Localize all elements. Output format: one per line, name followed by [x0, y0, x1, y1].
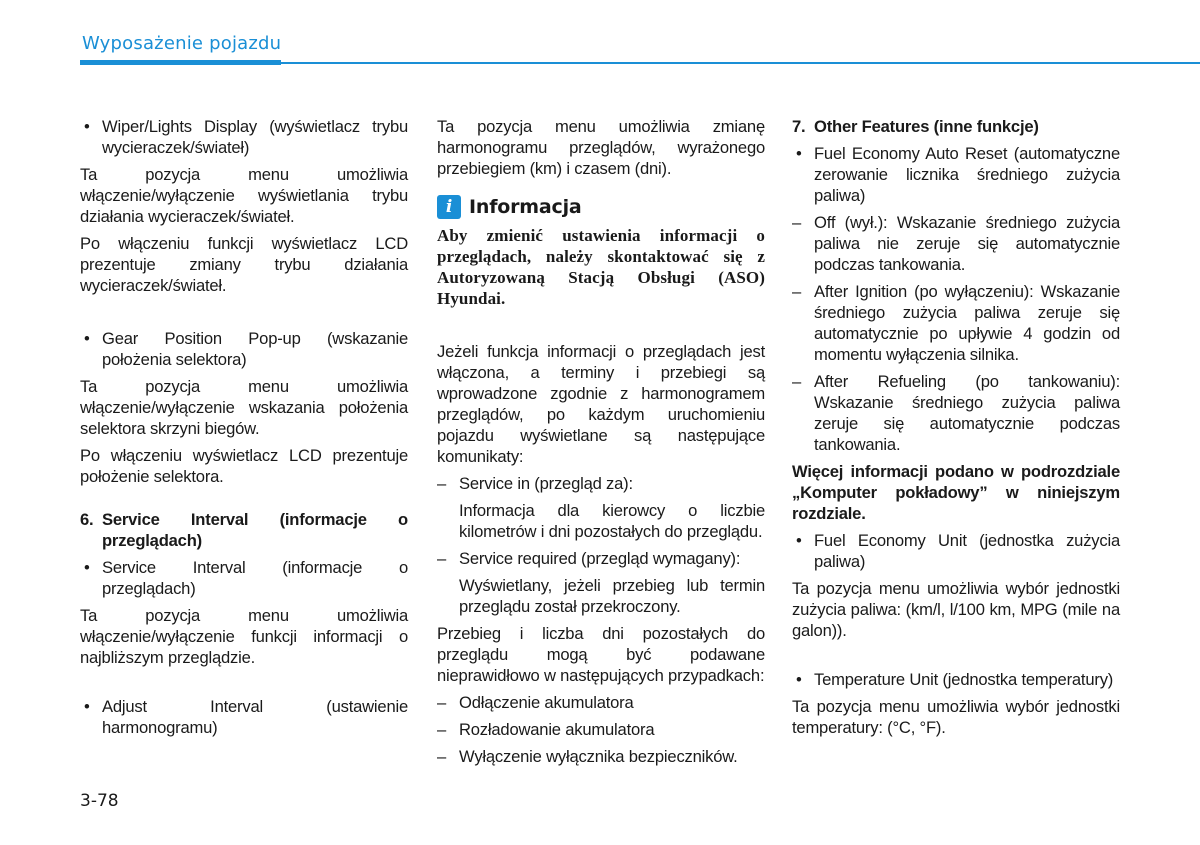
dash-marker: – — [437, 720, 447, 739]
dash-text: Rozładowanie akumulatora — [459, 720, 655, 739]
section-number: 6. — [80, 510, 94, 529]
dash-item-service-in — [437, 473, 765, 494]
column-middle — [437, 116, 765, 767]
dash-description: Informacja dla kierowcy o liczbie kilometrów i dni pozostałych do przeglądu. — [459, 501, 765, 541]
section-title: Service Interval (informacje o przeglądach) — [102, 510, 408, 550]
info-icon: i — [437, 195, 461, 219]
bullet-marker: • — [84, 558, 90, 577]
paragraph: Po włączeniu wyświetlacz LCD prezentuje położenie selektora. — [80, 446, 408, 486]
dash-text: After Refueling (po tankowaniu): Wskazanie średniego zużycia paliwa zeruje się automatycznie podczas tankowania. — [814, 372, 1120, 454]
paragraph: Ta pozycja menu umożliwia zmianę harmonogramu przeglądów, wyrażonego przebiegiem (km) i czasem (dni). — [437, 117, 765, 178]
paragraph: Przebieg i liczba dni pozostałych do przeglądu mogą być podawane nieprawidłowo w następujących przypadkach: — [437, 624, 765, 685]
bullet-fuel-economy-unit — [792, 530, 1120, 572]
section-heading-6 — [80, 509, 408, 551]
dash-item-service-required — [437, 548, 765, 569]
paragraph: Ta pozycja menu umożliwia wybór jednostki zużycia paliwa: (km/l, l/100 km, MPG (mile na galon)). — [792, 579, 1120, 640]
dash-marker: – — [792, 213, 802, 232]
dash-marker: – — [437, 549, 447, 568]
bullet-text: Service Interval (informacje o przeglądach) — [102, 558, 408, 598]
bullet-temperature-unit — [792, 669, 1120, 690]
header-rule-thin — [281, 62, 1200, 64]
bullet-text: Adjust Interval (ustawienie harmonogramu) — [102, 697, 408, 737]
bullet-text: Fuel Economy Unit (jednostka zużycia paliwa) — [814, 531, 1120, 571]
bullet-marker: • — [84, 117, 90, 136]
paragraph: Jeżeli funkcja informacji o przeglądach jest włączona, a terminy i przebiegi są wprowadzone zgodnie z harmonogramem przeglądów, po każdym uruchomieniu pojazdu wyświetlane są następujące komunikaty: — [437, 342, 765, 466]
bullet-wiper-lights — [80, 116, 408, 158]
bullet-gear-position — [80, 328, 408, 370]
dash-item-after-ignition — [792, 281, 1120, 365]
header-rule-thick — [80, 60, 281, 65]
bullet-text: Gear Position Pop-up (wskazanie położenia selektora) — [102, 329, 408, 369]
dash-marker: – — [792, 372, 802, 391]
header-title: Wyposażenie pojazdu — [82, 33, 282, 54]
bullet-marker: • — [84, 697, 90, 716]
paragraph: Ta pozycja menu umożliwia wybór jednostki temperatury: (°C, °F). — [792, 697, 1120, 737]
dash-marker: – — [437, 747, 447, 766]
bullet-text: Fuel Economy Auto Reset (automatyczne zerowanie licznika średniego zużycia paliwa) — [814, 144, 1120, 205]
dash-marker: – — [437, 693, 447, 712]
bullet-fuel-auto-reset — [792, 143, 1120, 206]
dash-marker: – — [792, 282, 802, 301]
dash-text: Service required (przegląd wymagany): — [459, 549, 741, 568]
dash-item-off — [792, 212, 1120, 275]
page-number: 3-78 — [80, 791, 119, 811]
bold-note: Więcej informacji podano w podrozdziale „Komputer pokładowy” w niniejszym rozdziale. — [792, 462, 1120, 523]
dash-item-after-refueling — [792, 371, 1120, 455]
info-body: Aby zmienić ustawienia informacji o przeglądach, należy skontaktować się z Autoryzowaną Stacją Obsługi (ASO) Hyundai. — [437, 226, 765, 308]
paragraph: Ta pozycja menu umożliwia włączenie/wyłączenie wyświetlania trybu działania wycieraczek/świateł. — [80, 165, 408, 226]
paragraph: Ta pozycja menu umożliwia włączenie/wyłączenie funkcji informacji o najbliższym przeglądzie. — [80, 606, 408, 667]
dash-description: Wyświetlany, jeżeli przebieg lub termin przeglądu został przekroczony. — [459, 576, 765, 616]
section-heading-7 — [792, 116, 1120, 137]
bullet-marker: • — [796, 531, 802, 550]
info-title: Informacja — [469, 195, 582, 218]
bullet-text: Temperature Unit (jednostka temperatury) — [814, 670, 1114, 689]
dash-item — [437, 719, 765, 740]
dash-text: Wyłączenie wyłącznika bezpieczników. — [459, 747, 738, 766]
bullet-adjust-interval — [80, 696, 408, 738]
column-left — [80, 116, 408, 738]
bullet-marker: • — [796, 144, 802, 163]
dash-item — [437, 692, 765, 713]
dash-text: After Ignition (po wyłączeniu): Wskazanie średniego zużycia paliwa zeruje się automatycznie po upływie 4 godzin od momentu wyłączenia silnika. — [814, 282, 1120, 364]
info-box-header — [437, 195, 765, 219]
bullet-marker: • — [796, 670, 802, 689]
column-right — [792, 116, 1120, 738]
dash-item — [437, 746, 765, 767]
bullet-marker: • — [84, 329, 90, 348]
paragraph: Po włączeniu funkcji wyświetlacz LCD prezentuje zmiany trybu działania wycieraczek/świateł. — [80, 234, 408, 295]
section-title: Other Features (inne funkcje) — [814, 117, 1039, 136]
dash-text: Off (wył.): Wskazanie średniego zużycia paliwa nie zeruje się automatycznie podczas tankowania. — [814, 213, 1120, 274]
bullet-text: Wiper/Lights Display (wyświetlacz trybu wycieraczek/świateł) — [102, 117, 408, 157]
dash-text: Odłączenie akumulatora — [459, 693, 634, 712]
dash-text: Service in (przegląd za): — [459, 474, 633, 493]
dash-marker: – — [437, 474, 447, 493]
bullet-service-interval — [80, 557, 408, 599]
section-number: 7. — [792, 117, 806, 136]
paragraph: Ta pozycja menu umożliwia włączenie/wyłączenie wskazania położenia selektora skrzyni biegów. — [80, 377, 408, 438]
